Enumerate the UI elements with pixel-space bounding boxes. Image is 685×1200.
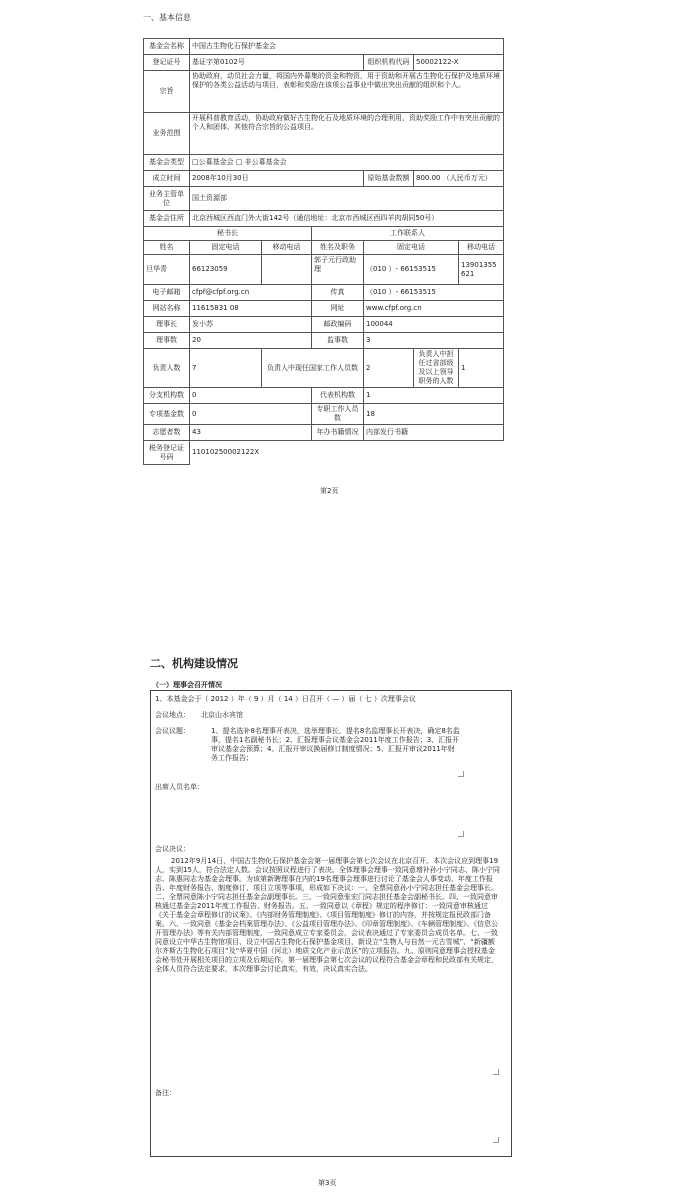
remarks-label: 备注： bbox=[155, 1089, 176, 1097]
address-label: 基金会住所 bbox=[144, 211, 190, 227]
section2-title: 二、机构建设情况 bbox=[150, 657, 238, 670]
rep-label: 代表机构数 bbox=[312, 388, 364, 404]
section-title: 一、基本信息 bbox=[143, 13, 191, 22]
est-label: 成立时间 bbox=[144, 171, 190, 187]
workers-value: 18 bbox=[364, 404, 504, 425]
place-label: 会议地点： bbox=[155, 711, 190, 719]
page-number: 第2页 bbox=[320, 487, 339, 495]
web-name-value: 11615831 08 bbox=[190, 301, 312, 317]
workers-label: 专职工作人员数 bbox=[312, 404, 364, 425]
volunteers-label: 志愿者数 bbox=[144, 425, 190, 441]
type-label: 基金会类型 bbox=[144, 155, 190, 171]
name-value: 中国古生物化石保护基金会 bbox=[190, 39, 504, 55]
resize-handle-remarks[interactable] bbox=[493, 1137, 499, 1143]
name-label: 基金会名称 bbox=[144, 39, 190, 55]
supervisor-label: 业务主管单位 bbox=[144, 187, 190, 211]
staff-prov-label: 负责人中担任过省部级及以上领导职务的人数 bbox=[414, 349, 459, 388]
supervisors-label: 监事数 bbox=[312, 333, 364, 349]
tax-label: 税务登记证号码 bbox=[144, 441, 190, 465]
org-value: 50002122-X bbox=[414, 55, 504, 71]
sec-mobile bbox=[262, 255, 312, 285]
org-label: 组织机构代码 bbox=[364, 55, 414, 71]
fax-value: （010 ）- 66153515 bbox=[364, 285, 504, 301]
sec-header: 秘书长 bbox=[144, 227, 312, 241]
address-value: 北京西城区西直门外大街142号（通信地址：北京市西城区西四羊肉胡同50号） bbox=[190, 211, 504, 227]
col-name: 姓名 bbox=[144, 241, 190, 255]
fund-value: 800.00 （人民币万元） bbox=[414, 171, 504, 187]
contact-name-pos: 郭子元行政助理 bbox=[312, 255, 364, 285]
basic-info-table bbox=[143, 38, 504, 465]
staff-value: 7 bbox=[190, 349, 262, 388]
staff-gov-value: 2 bbox=[364, 349, 414, 388]
scope-label: 业务范围 bbox=[144, 113, 190, 155]
chair-label: 理事长 bbox=[144, 317, 190, 333]
staff-label: 负责人数 bbox=[144, 349, 190, 388]
meeting-line: 1、本基金会于（ 2012 ）年（ 9 ）月（ 14 ）日召开（ — ）届（ 七 ）次理事会议 bbox=[155, 695, 416, 703]
branch-value: 0 bbox=[190, 388, 312, 404]
topics-label: 会议议题： bbox=[155, 727, 190, 735]
web-label: 网址 bbox=[312, 301, 364, 317]
col-fixed: 固定电话 bbox=[190, 241, 262, 255]
scope-value: 开展科普教育活动，协助政府做好古生物化石及地质环境的合理利用，资助奖励工作中有突出贡献的个人和团体，其他符合宗旨的公益项目。 bbox=[190, 113, 504, 155]
est-value: 2008年10月30日 bbox=[190, 171, 364, 187]
directors-label: 理事数 bbox=[144, 333, 190, 349]
topics-value: 1、提名选补8名理事开表决，选举理事长，提名8名监理事长开表决，确定8名监事，提名1名副秘书长；2、汇报理事会议基金会2011年度工作报告；3、汇报开审议基金会预算；4、汇报开审议换届修订制度情况；5、汇报开审议2011年财务工作报告； bbox=[211, 727, 460, 762]
section2-subtitle: （一）理事会召开情况 bbox=[152, 681, 222, 689]
type-value: □公募基金会 □ 非公募基金会 bbox=[190, 155, 504, 171]
chair-value: 发小苏 bbox=[190, 317, 312, 333]
fund-label: 原始基金数额 bbox=[364, 171, 414, 187]
place-value: 北京山水宾馆 bbox=[201, 711, 243, 719]
volunteers-value: 43 bbox=[190, 425, 312, 441]
contact-header: 工作联系人 bbox=[312, 227, 504, 241]
web-value: www.cfpf.org.cn bbox=[364, 301, 504, 317]
col-mobile2: 移动电话 bbox=[459, 241, 504, 255]
fax-label: 传真 bbox=[312, 285, 364, 301]
page-number-2: 第3页 bbox=[318, 1179, 337, 1187]
directors-value: 20 bbox=[190, 333, 312, 349]
special-value: 0 bbox=[190, 404, 312, 425]
resize-handle-attendees[interactable] bbox=[458, 831, 464, 837]
resize-handle-topics[interactable] bbox=[458, 771, 464, 777]
staff-prov-value: 1 bbox=[459, 349, 504, 388]
sec-fixed: 66123059 bbox=[190, 255, 262, 285]
email-label: 电子邮箱 bbox=[144, 285, 190, 301]
email-value: cfpf@cfpf.org.cn bbox=[190, 285, 312, 301]
reg-label: 登记证号 bbox=[144, 55, 190, 71]
col-name-pos: 姓名及职务 bbox=[312, 241, 364, 255]
zip-label: 邮政编码 bbox=[312, 317, 364, 333]
supervisor-value: 国土资源部 bbox=[190, 187, 504, 211]
sec-name: 旦华青 bbox=[144, 255, 190, 285]
contact-fixed: （010 ）- 66153515 bbox=[364, 255, 459, 285]
resize-handle-resolution[interactable] bbox=[493, 1069, 499, 1075]
purpose-label: 宗旨 bbox=[144, 71, 190, 113]
resolution-label: 会议决议： bbox=[155, 845, 190, 853]
purpose-value: 协助政府，动员社会力量，将国内外募集的资金和物资，用于资助和开展古生物化石保护及地质环境保护的各类公益活动与项目，表彰和奖励在该项公益事业中做出突出贡献的组织和个人。 bbox=[190, 71, 504, 113]
branch-label: 分支机构数 bbox=[144, 388, 190, 404]
resolution-value: 2012年9月14日，中国古生物化石保护基金会第一届理事会第七次会议在北京召开。本次会议应到理事19人，实到15人，符合法定人数。会议按照议程进行了表决。全体理事会理事一致同意增补孙小宁同志、陈小宁同志、陈惠同志为基金会理事。为该第新聘理事在内的19名理事会理事进行讨论了基金会人事变动、年度工作报告、年度财务报告、制度修订、项目立项等事项，形成如下决议：一、全票同意孙小宁同志担任基金会理事长。二、全票同意陈小宁同志担任基金会副理事长。三、一致同意张宏门同志担任基金会副秘书长。四、一致同意审核通过基金会2011年度工作报告、财务报告。五、一致同意以《章程》规定的程序修订：一致同意审核通过《关于基金会章程修订的议案》、《内部财务管理制度》、《项目管理制度》修订的内容，并按规定报民政部门备案。六、一致同意《基金会档案管理办法》、《公益项目管理办法》、《印章管理制度》、《车辆管理制度》、《信息公开管理办法》等有关内部管理制度，一致同意成立专家委员会，会议表决通过了专家委员会成员名单。七、一致同意设立中华古生物馆项目、设立中国古生物化石保护基金项目，新设立“生物人与自然一元古雪城”、“新疆额尔齐斯古生物化石项目”及“华夏中国（河北）地质文化产业示范区”的立项报告。九、原则同意理事会授权基金会秘书处开展相关项目的立项及后期运作。第一届理事会第七次会议的议程符合基金会章程和民政部有关规定，全体人员符合法定要求，本次理事会讨论真实，有效，决议真实合法。 bbox=[155, 857, 500, 973]
col-fixed2: 固定电话 bbox=[364, 241, 459, 255]
contact-mobile: 13901355621 bbox=[459, 255, 504, 285]
meeting-box bbox=[150, 690, 512, 1157]
audit-value: 内部发行书籍 bbox=[364, 425, 504, 441]
tax-value: 11010250002122X bbox=[192, 448, 260, 457]
rep-value: 1 bbox=[364, 388, 504, 404]
special-label: 专项基金数 bbox=[144, 404, 190, 425]
staff-gov-label: 负责人中现任国家工作人员数 bbox=[262, 349, 364, 388]
zip-value: 100044 bbox=[364, 317, 504, 333]
col-mobile: 移动电话 bbox=[262, 241, 312, 255]
web-name-label: 网站名称 bbox=[144, 301, 190, 317]
audit-label: 年办书籍情况 bbox=[312, 425, 364, 441]
reg-value: 基证字第0102号 bbox=[190, 55, 364, 71]
supervisors-value: 3 bbox=[364, 333, 504, 349]
attendees-label: 出席人员名单： bbox=[155, 783, 204, 791]
